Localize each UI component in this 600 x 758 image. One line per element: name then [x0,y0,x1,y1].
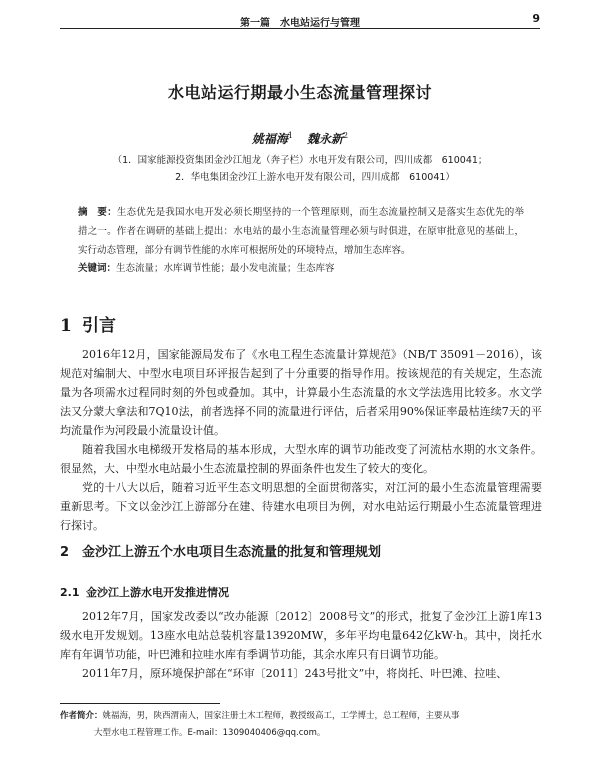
abstract-text: 生态优先是我国水电开发必须长期坚持的一个管理原则，而生态流量控制又是落实生态优先的举措之一。作者在调研的基础上提出：水电站的最小生态流量管理必须与时俱进，在原审批意见的基础上，实行动态管理，部分有调节性能的水库可根据所处的环境特点，增加生态库容。 [78,207,524,256]
paragraph: 党的十八大以后，随着习近平生态文明思想的全面贯彻落实，对江河的最小生态流量管理需要重新思考。下文以金沙江上游部分在建、待建水电项目为例，对水电站运行期最小生态流量管理进行探讨。 [60,481,542,532]
paragraph: 2011年7月，原环境保护部在“环审〔2011〕243号批文”中，将岗托、叶巴滩、拉哇、 [82,667,508,680]
subsection-body [60,607,542,683]
section-title: 金沙江上游五个水电项目生态流量的批复和管理规划 [82,545,382,560]
section-heading [60,311,116,336]
footnote-divider [60,703,220,704]
paper-title: 水电站运行期最小生态流量管理探讨 [167,83,432,102]
footnote-text: 姚福海，男，陕西渭南人，国家注册土木工程师，教授级高工，工学博士，总工程师，主要从事 [102,711,460,721]
author-affil-mark: 2 [343,131,349,140]
chapter-title: 第一篇 水电站运行与管理 [240,18,360,29]
section-body [60,345,542,535]
keywords-label: 关键词： [78,263,117,274]
footnote-text: 大型水电工程管理工作。E-mail：1309040406@qq.com。 [94,728,326,738]
page-number: 9 [532,12,540,25]
author-footnote [60,708,542,742]
section-heading [60,541,381,560]
abstract [78,203,524,260]
author-name: 姚福海 [251,132,288,146]
paragraph: 随着我国水电梯级开发格局的基本形成，大型水库的调节功能改变了河流枯水期的水文条件。很显然，大、中型水电站最小生态流量控制的界面条件也发生了较大的变化。 [60,443,542,475]
footnote-label: 作者简介： [60,711,103,721]
paragraph: 2016年12月，国家能源局发布了《水电工程生态流量计算规范》（NB/T 35091－2016），该规范对编制大、中型水电项目环评报告起到了十分重要的指导作用。按该规范的有关规定，生态流量为各项需水过程同时刻的外包或叠加。其中，计算最小生态流量的水文学法选用比较多。水文学法又分蒙大拿法和7Q10法，前者选择不同的流量进行评估，后者采用90%保证率最枯连续7天的平均流量作为河段最小流量设计值。 [60,348,542,437]
author-affil-mark: 1 [287,131,293,140]
author-name: 魏永新 [307,132,344,146]
subsection-heading [60,584,229,600]
section-title: 引言 [82,316,116,336]
keywords-text: 生态流量；水库调节性能；最小发电流量；生态库容 [116,263,335,274]
affiliation: （1．国家能源投资集团金沙江旭龙（奔子栏）水电开发有限公司，四川成都 610041； [112,155,488,166]
paragraph: 2012年7月，国家发改委以“改办能源〔2012〕2008号文”的形式，批复了金沙江上游1库13级水电开发规划。13座水电站总装机容量13920MW，多年平均电量642亿kW·h。其中，岗托水库有年调节功能，叶巴滩和拉哇水库有季调节功能，其余水库只有日调节功能。 [60,610,542,661]
section-number: 1 [60,316,72,336]
section-number: 2 [60,545,70,560]
abstract-label: 摘 要： [78,207,117,218]
keywords [78,260,524,274]
subsection-number: 2.1 [60,586,80,599]
author-list [0,130,600,147]
running-header [60,10,540,29]
subsection-title: 金沙江上游水电开发推进情况 [86,586,229,599]
affiliation: 2．华电集团金沙江上游水电开发有限公司，四川成都 610041） [175,172,455,183]
